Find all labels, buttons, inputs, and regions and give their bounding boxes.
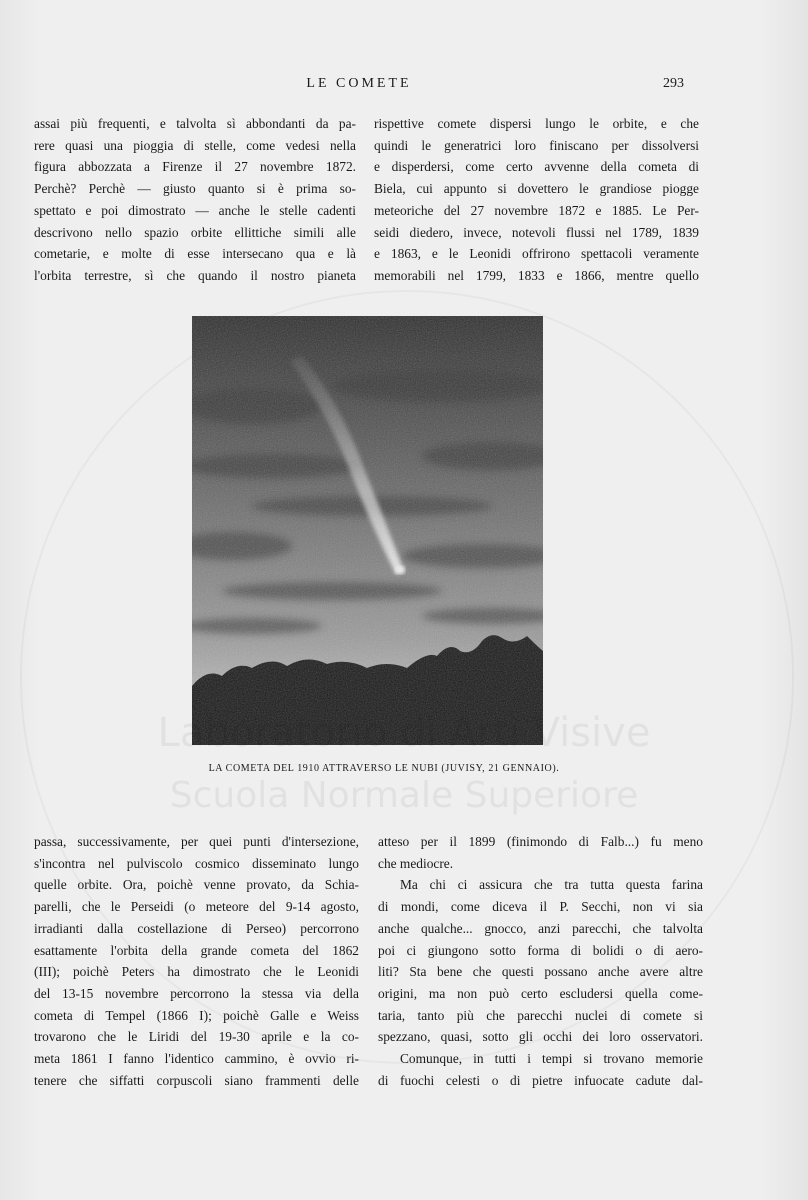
text-line: esattamente l'orbita della grande cometa del 1862 xyxy=(34,942,359,958)
text-column-top-right xyxy=(374,113,699,287)
text-line: che mediocre. xyxy=(378,855,454,871)
text-line: spezzano, quasi, sotto gli occhi dei loro osservatori. xyxy=(378,1029,703,1045)
text-line: rispettive comete dispersi lungo le orbite, e che xyxy=(374,116,699,131)
text-line: di fuochi celesti o di pietre infuocate cadute dal- xyxy=(378,1072,703,1088)
text-line: taria, tanto più che parecchi nuclei di comete si xyxy=(378,1007,703,1023)
text-line: spettato e poi dimostrato — anche le stelle cadenti xyxy=(34,202,356,218)
text-line: Biela, cui appunto si dovettero le grandiose piogge xyxy=(374,181,699,197)
text-line: origini, ma non può certo escludersi quella come- xyxy=(378,985,703,1001)
watermark-line-2: Scuola Normale Superiore xyxy=(169,775,639,816)
text-line: cometarie, e molte di esse intersecano qua e là xyxy=(34,246,356,262)
text-line: del 13-15 novembre percorrono la stessa via della xyxy=(34,985,359,1001)
text-line: Comunque, in tutti i tempi si trovano memorie xyxy=(400,1051,703,1067)
comet-photo-image xyxy=(192,316,543,745)
page-number: 293 xyxy=(663,76,684,91)
text-line: parelli, che le Perseidi (o meteore del 9-14 agosto, xyxy=(34,899,359,915)
text-line: Ma chi ci assicura che tra tutta questa farina xyxy=(400,877,703,893)
text-line: di mondi, come diceva il P. Secchi, non vi sia xyxy=(378,899,703,915)
text-line: l'orbita terrestre, sì che quando il nostro pianeta xyxy=(34,267,356,283)
text-line: memorabili nel 1799, 1833 e 1866, mentre quello xyxy=(374,267,699,283)
text-line: trovarono che le Liridi del 19-30 aprile e la co- xyxy=(34,1029,359,1045)
text-column-top-left xyxy=(34,113,356,287)
text-line: poi ci giungono sotto forma di bolidi o di aero- xyxy=(378,942,703,958)
text-line: assai più frequenti, e talvolta sì abbondanti da pa- xyxy=(34,116,356,131)
text-line: meta 1861 I fanno l'identico cammino, è ovvio ri- xyxy=(34,1051,359,1067)
text-line: seidi diedero, invece, notevoli flussi nel 1789, 1839 xyxy=(374,224,699,240)
text-line: tenere che siffatti corpuscoli siano frammenti delle xyxy=(34,1072,359,1088)
text-line: meteoriche del 27 novembre 1872 e 1885. Le Per- xyxy=(374,202,699,218)
page-header xyxy=(34,76,684,96)
text-line: quindi le generatrici loro finiscano per dissolversi xyxy=(374,137,699,153)
running-title: LE COMETE xyxy=(306,76,412,91)
text-column-bottom-left xyxy=(34,831,359,1091)
figure-caption: LA COMETA DEL 1910 ATTRAVERSO LE NUBI (JUVISY, 21 GENNAIO). xyxy=(208,763,560,774)
text-line: rere quasi una pioggia di stelle, come vedesi nella xyxy=(34,137,356,153)
text-line: irradianti dalla costellazione di Perseo) percorrono xyxy=(34,920,359,936)
comet-photograph xyxy=(192,316,543,745)
text-line: passa, successivamente, per quei punti d'intersezione, xyxy=(34,834,359,849)
text-line: e disperdersi, come certo avvenne della cometa di xyxy=(374,159,699,175)
text-line: atteso per il 1899 (finimondo di Falb...) fu meno xyxy=(378,834,703,849)
text-line: anche qualche... gnocco, anzi parecchi, che talvolta xyxy=(378,920,703,936)
text-line: figura abbozzata a Firenze il 27 novembre 1872. xyxy=(34,159,356,175)
text-line: Perchè? Perchè — giusto quanto si è prima so- xyxy=(34,181,356,197)
text-line: e 1863, e le Leonidi offrirono spettacoli veramente xyxy=(374,246,699,262)
text-column-bottom-right xyxy=(378,831,703,1091)
text-line: descrivono nello spazio orbite ellittiche simili alle xyxy=(34,224,356,240)
text-line: quelle orbite. Ora, poichè venne provato, da Schia- xyxy=(34,877,359,893)
text-line: cometa di Tempel (1866 I); poichè Galle e Weiss xyxy=(34,1007,359,1023)
text-line: s'incontra nel pulviscolo cosmico disseminato lungo xyxy=(34,855,359,871)
text-line: liti? Sta bene che questi possano anche avere altre xyxy=(378,964,703,980)
watermark-line-1: Laboratorio di Arti Visive xyxy=(157,710,651,756)
text-line: (III); poichè Peters ha dimostrato che le Leonidi xyxy=(34,964,359,980)
